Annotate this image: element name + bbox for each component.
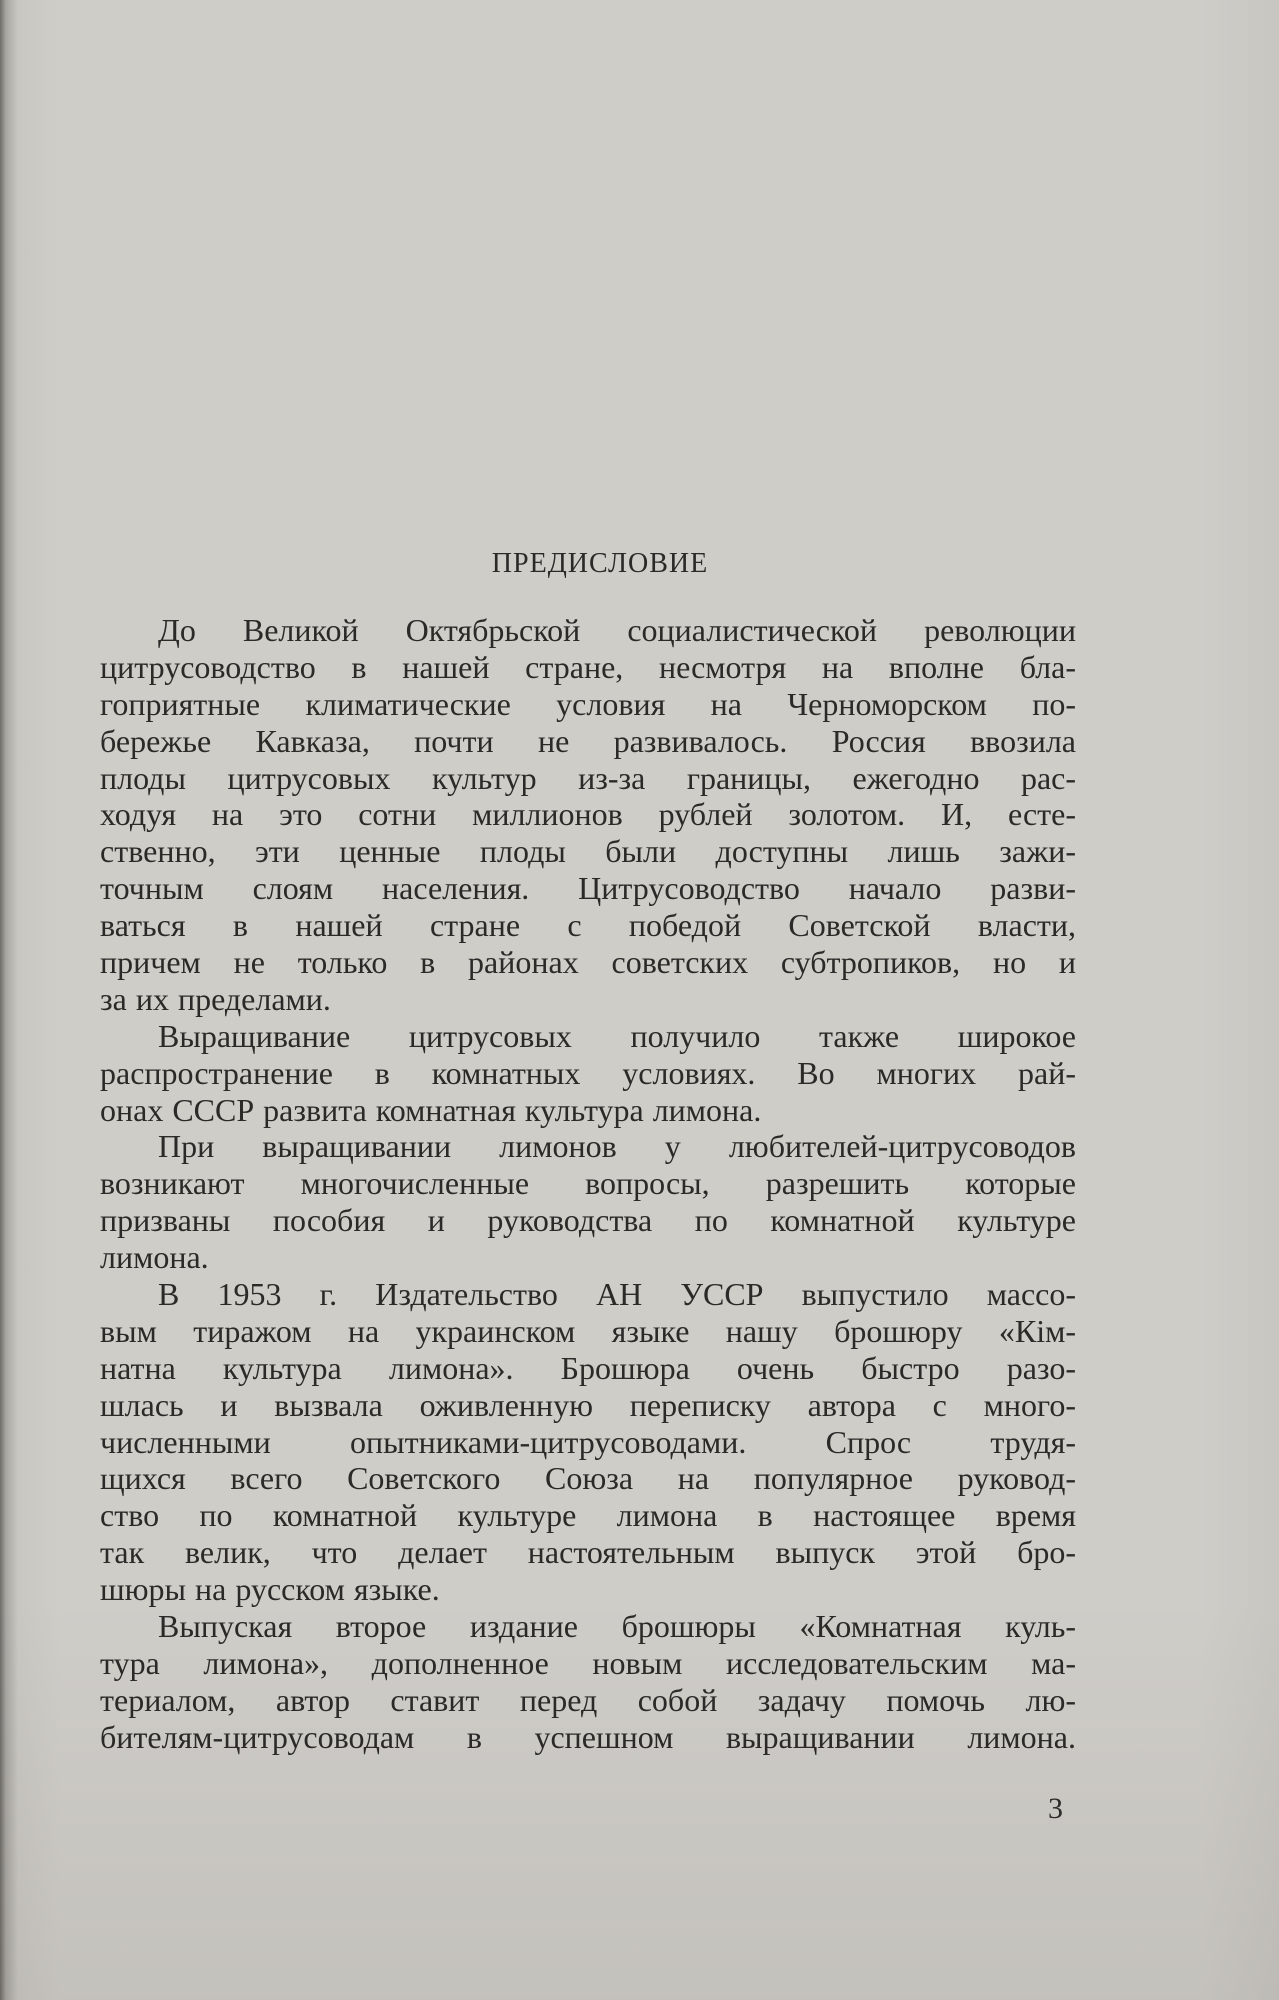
text-line: причем не только в районах советских субтропиков, но и xyxy=(100,944,1076,981)
text-line: численными опытниками-цитрусоводами. Спрос трудя- xyxy=(100,1423,1076,1460)
section-title: ПРЕДИСЛОВИЕ xyxy=(491,548,709,579)
paragraph xyxy=(100,612,1076,1018)
page-number: 3 xyxy=(1048,1792,1063,1825)
body-text xyxy=(100,612,1076,1756)
text-line: цитрусоводство в нашей стране, несмотря на вполне бла- xyxy=(100,648,1076,685)
text-line: ство по комнатной культуре лимона в настоящее время xyxy=(100,1497,1076,1534)
text-line: шлась и вызвала оживленную переписку автора с много- xyxy=(100,1386,1076,1423)
paragraph xyxy=(100,1128,1076,1276)
text-line: шюры на русском языке. xyxy=(100,1571,440,1608)
text-line: бережье Кавказа, почти не развивалось. Россия ввозила xyxy=(100,722,1076,759)
text-line: териалом, автор ставит перед собой задачу помочь лю- xyxy=(100,1681,1076,1718)
text-line: бителям-цитрусоводам в успешном выращивании лимона. xyxy=(100,1718,1076,1755)
text-line: натна культура лимона». Брошюра очень быстро разо- xyxy=(100,1349,1076,1386)
text-line: призваны пособия и руководства по комнатной культуре xyxy=(100,1202,1076,1239)
text-line: До Великой Октябрьской социалистической революции xyxy=(158,612,1076,648)
text-line: точным слоям населения. Цитрусоводство начало разви- xyxy=(100,870,1076,907)
text-line: Выпуская второе издание брошюры «Комнатная куль- xyxy=(158,1608,1076,1645)
text-line: вым тиражом на украинском языке нашу брошюру «Кім- xyxy=(100,1312,1076,1349)
text-line: за их пределами. xyxy=(100,980,331,1017)
text-line: гоприятные климатические условия на Черноморском по- xyxy=(100,685,1076,722)
text-line: распространение в комнатных условиях. Во многих рай- xyxy=(100,1054,1076,1091)
text-line: онах СССР развита комнатная культура лимона. xyxy=(100,1091,762,1128)
text-line: В 1953 г. Издательство АН УССР выпустило массо- xyxy=(158,1276,1076,1313)
text-line: Выращивание цитрусовых получило также широкое xyxy=(158,1017,1076,1054)
text-line: тура лимона», дополненное новым исследовательским ма- xyxy=(100,1644,1076,1681)
text-line: ваться в нашей стране с победой Советской власти, xyxy=(100,907,1076,944)
text-line: При выращивании лимонов у любителей-цитрусоводов xyxy=(158,1128,1076,1165)
text-line: ходуя на это сотни миллионов рублей золотом. И, есте- xyxy=(100,796,1076,833)
paragraph xyxy=(100,1608,1076,1756)
text-line: плоды цитрусовых культур из-за границы, ежегодно рас- xyxy=(100,759,1076,796)
text-line: лимона. xyxy=(100,1239,209,1276)
text-line: так велик, что делает настоятельным выпуск этой бро- xyxy=(100,1534,1076,1571)
text-line: щихся всего Советского Союза на популярное руковод- xyxy=(100,1460,1076,1497)
paragraph xyxy=(100,1276,1076,1608)
paragraph xyxy=(100,1018,1076,1129)
text-line: возникают многочисленные вопросы, разрешить которые xyxy=(100,1165,1076,1202)
text-line: ственно, эти ценные плоды были доступны лишь зажи- xyxy=(100,833,1076,870)
